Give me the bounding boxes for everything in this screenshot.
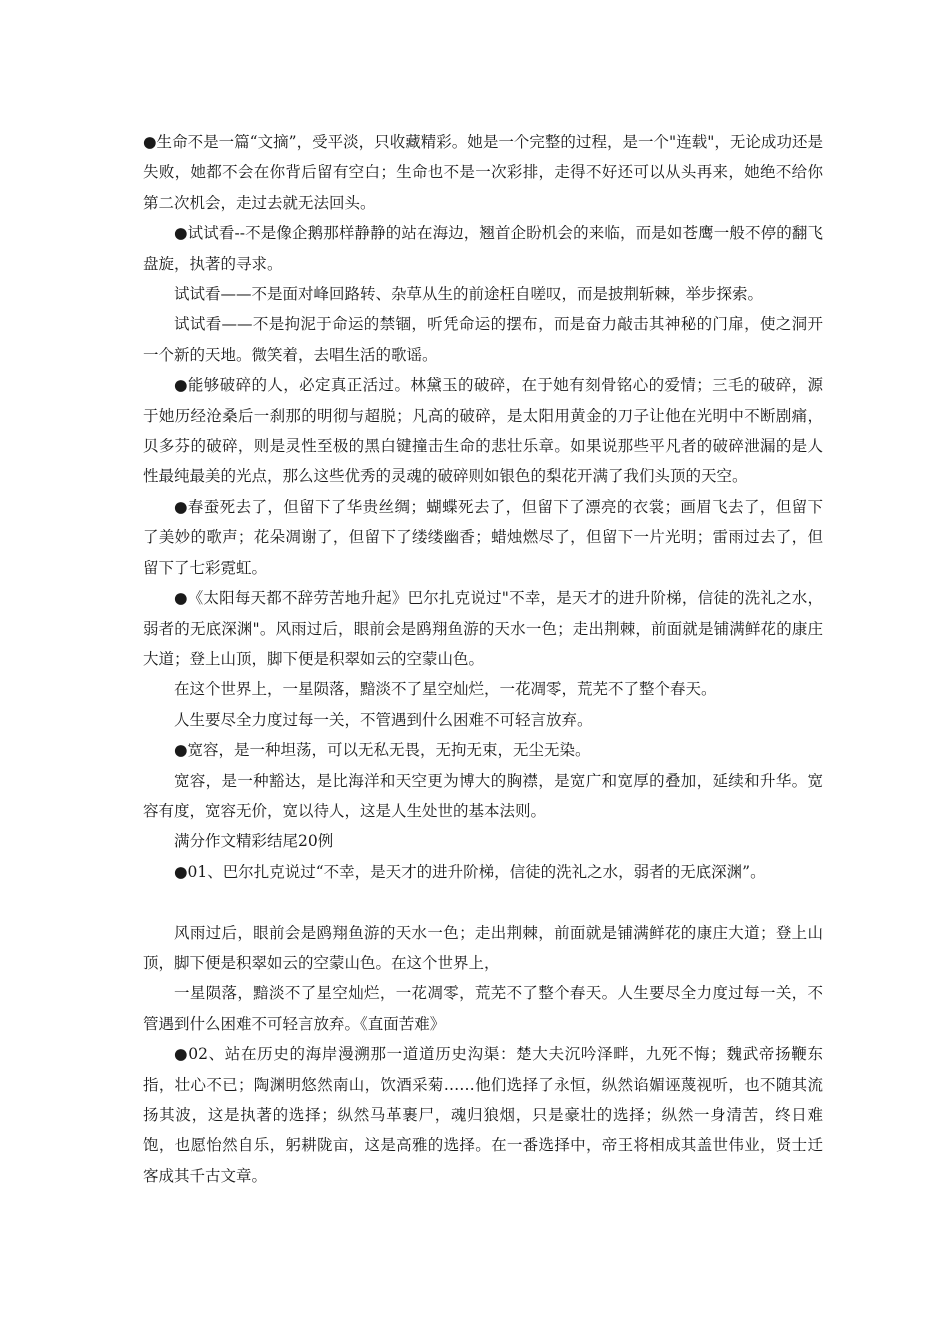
paragraph-world-star: 在这个世界上，一星陨落，黯淡不了星空灿烂，一花凋零，荒芜不了整个春天。 — [174, 680, 717, 699]
section-heading-endings: 满分作文精彩结尾20例 — [174, 832, 334, 851]
paragraph-tolerance-1: ●宽容，是一种坦荡，可以无私无畏，无拘无束，无尘无染。 — [174, 741, 591, 760]
paragraph-silkworm: ●春蚕死去了，但留下了华贵丝绸；蝴蝶死去了，但留下了漂亮的衣裳；画眉飞去了，但留下了美妙的歌声；花朵凋谢了，但留下了缕缕幽香；蜡烛燃尽了，但留下一片光明；雷雨过去了，但留下了七彩霓虹。 — [143, 497, 823, 577]
paragraph-tolerance-2: 宽容，是一种豁达，是比海洋和天空更为博大的胸襟，是宽广和宽厚的叠加，延续和升华。宽容有度，宽容无价，宽以待人，这是人生处世的基本法则。 — [143, 771, 823, 820]
paragraph-after-storm: 风雨过后，眼前会是鸥翔鱼游的天水一色；走出荆棘，前面就是铺满鲜花的康庄大道；登上山顶，脚下便是积翠如云的空蒙山色。在这个世界上， — [143, 923, 823, 972]
document-body — [143, 127, 823, 1191]
paragraph-sun-rises: ●《太阳每天都不辞劳苦地升起》巴尔扎克说过"不幸，是天才的进升阶梯，信徒的洗礼之水，弱者的无底深渊"。风雨过后，眼前会是鸥翔鱼游的天水一色；走出荆棘，前面就是铺满鲜花的康庄大道；登上山顶，脚下便是积翠如云的空蒙山色。 — [143, 589, 823, 668]
paragraph-life-not-digest: ●生命不是一篇“文摘”，受平淡，只收藏精彩。她是一个完整的过程，是一个"连载"，无论成功还是失败，她都不会在你背后留有空白；生命也不是一次彩排，走得不好还可以从头再来，她绝不给你第二次机会，走过去就无法回头。 — [143, 133, 823, 212]
paragraph-try-fate: 试试看——不是拘泥于命运的禁锢，听凭命运的摆布，而是奋力敲击其神秘的门扉，使之洞开一个新的天地。微笑着，去唱生活的歌谣。 — [143, 315, 823, 364]
paragraph-example-01: ●01、巴尔扎克说过“不幸，是天才的进升阶梯，信徒的洗礼之水，弱者的无底深渊”。 — [174, 862, 766, 881]
paragraph-try-path: 试试看——不是面对峰回路转、杂草从生的前途枉自嗟叹，而是披荆斩棘，举步探索。 — [174, 285, 764, 304]
paragraph-star-fall: 一星陨落，黯淡不了星空灿烂，一花凋零，荒芜不了整个春天。人生要尽全力度过每一关，不管遇到什么困难不可轻言放弃。《直面苦难》 — [143, 984, 823, 1033]
paragraph-broken: ●能够破碎的人，必定真正活过。林黛玉的破碎，在于她有刻骨铭心的爱情；三毛的破碎，源于她历经沧桑后一刹那的明彻与超脱；凡高的破碎，是太阳用黄金的刀子让他在光明中不断剧痛，贝多芬的破碎，则是灵性至极的黑白键撞击生命的悲壮乐章。如果说那些平凡者的破碎泄漏的是人性最纯最美的光点，那么这些优秀的灵魂的破碎则如银色的梨花开满了我们头顶的天空。 — [143, 376, 823, 486]
blank-line — [143, 887, 823, 917]
paragraph-example-02: ●02、站在历史的海岸漫溯那一道道历史沟渠：楚大夫沉吟泽畔，九死不悔；魏武帝扬鞭东指，壮心不已；陶渊明悠然南山，饮酒采菊……他们选择了永恒，纵然谄媚诬蔑视听，也不随其流扬其波，这是执著的选择；纵然马革裹尸，魂归狼烟，只是豪壮的选择；纵然一身清苦，终日难饱，也愿怡然自乐，躬耕陇亩，这是高雅的选择。在一番选择中，帝王将相成其盖世伟业，贤士迁客成其千古文章。 — [143, 1045, 823, 1185]
paragraph-do-best: 人生要尽全力度过每一关，不管遇到什么困难不可轻言放弃。 — [174, 710, 593, 729]
paragraph-try-penguin: ●试试看--不是像企鹅那样静静的站在海边，翘首企盼机会的来临，而是如苍鹰一般不停的翻飞盘旋，执著的寻求。 — [143, 224, 823, 273]
